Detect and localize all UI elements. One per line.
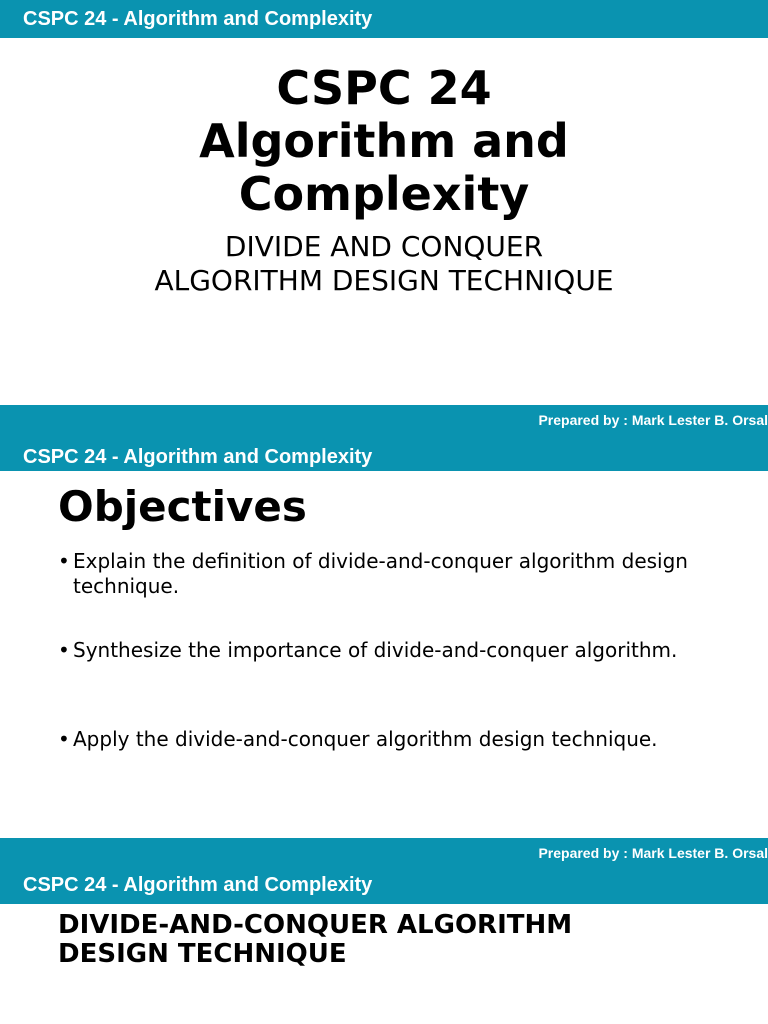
- slide1-footer-author: Prepared by : Mark Lester B. Orsal: [538, 412, 768, 428]
- objective-text: Explain the definition of divide-and-conquer algorithm design technique.: [73, 549, 688, 598]
- slide3-heading-line: DESIGN TECHNIQUE: [58, 939, 347, 969]
- bullet-icon: •: [58, 638, 70, 662]
- slide1-subtitle-line: ALGORITHM DESIGN TECHNIQUE: [154, 264, 614, 297]
- slide1-title-line: Complexity: [238, 167, 530, 221]
- objective-list-item: [58, 549, 738, 599]
- slide2-heading: Objectives: [58, 482, 307, 531]
- objective-text: Synthesize the importance of divide-and-conquer algorithm.: [73, 638, 678, 662]
- objective-text: Apply the divide-and-conquer algorithm design technique.: [73, 727, 658, 751]
- slide2-footer-author: Prepared by : Mark Lester B. Orsal: [538, 845, 768, 861]
- slide3-header-title: CSPC 24 - Algorithm and Complexity: [23, 874, 373, 896]
- slide3-heading-line: DIVIDE-AND-CONQUER ALGORITHM: [58, 910, 573, 940]
- slide-divider-band: [0, 405, 768, 471]
- slide3-heading: [58, 911, 572, 969]
- slide1-header-title: CSPC 24 - Algorithm and Complexity: [23, 8, 373, 30]
- slide1-title-line: CSPC 24: [276, 61, 492, 115]
- slide1-title-line: Algorithm and: [199, 114, 569, 168]
- slide-divider-band: [0, 838, 768, 904]
- slide1-header-bar: [0, 0, 768, 38]
- slide1-subtitle: [0, 230, 768, 298]
- bullet-icon: •: [58, 549, 70, 573]
- slide1-title: [0, 62, 768, 221]
- bullet-icon: •: [58, 727, 70, 751]
- slide1-subtitle-line: DIVIDE AND CONQUER: [224, 230, 544, 263]
- objective-list-item: [58, 638, 738, 663]
- slide2-header-title: CSPC 24 - Algorithm and Complexity: [23, 446, 373, 468]
- objective-list-item: [58, 727, 738, 752]
